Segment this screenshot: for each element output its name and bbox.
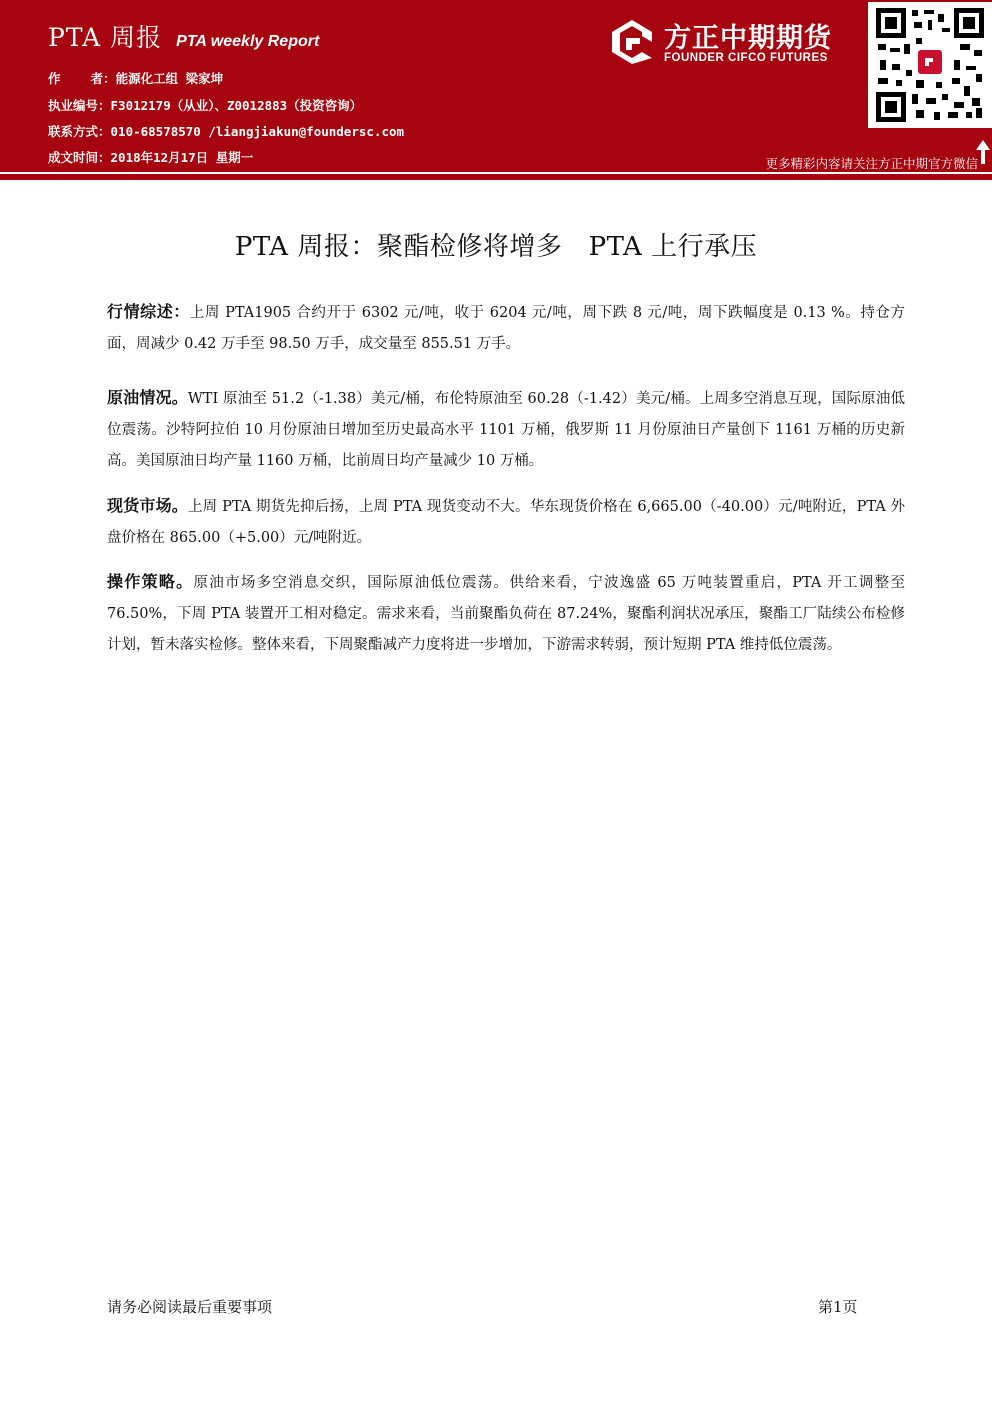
section-heading: 原油情况。: [107, 388, 188, 407]
author-line: [48, 69, 223, 87]
section-crude-oil: [107, 382, 905, 477]
author-value: 能源化工组 梁家坤: [115, 71, 224, 86]
section-strategy: [107, 566, 905, 661]
wechat-follow-note: 更多精彩内容请关注方正中期官方微信: [765, 156, 978, 171]
section-body: 上周 PTA1905 合约开于 6302 元/吨，收于 6204 元/吨，周下跌 8 元/吨，周下跌幅度是 0.13 %。持仓方面，周减少 0.42 万手至 98.50 万手，成交量至 855.51 万手。: [107, 305, 905, 352]
page-number: 第1页: [818, 1298, 858, 1316]
author-label: 作 者：: [48, 71, 116, 86]
report-title-main: PTA 周报: [48, 23, 163, 52]
date-value: 2018年12月17日 星期一: [110, 150, 254, 165]
license-label: 执业编号：: [48, 98, 111, 113]
section-market-review: [107, 296, 905, 360]
header-bottom-band: [0, 174, 992, 180]
report-title-sub: PTA weekly Report: [176, 33, 320, 50]
section-heading: 行情综述：: [107, 302, 190, 321]
qr-code: [868, 2, 992, 128]
section-body: 原油市场多空消息交织，国际原油低位震荡。供给来看，宁波逸盛 65 万吨装置重启，PTA 开工调整至 76.50%，下周 PTA 装置开工相对稳定。需求来看，当前聚酯负荷在 87.24%，聚酯利润状况承压，聚酯工厂陆续公布检修计划，暂未落实检修。整体来看，下周聚酯减产力度将进一步增加，下游需求转弱，预计短期 PTA 维持低位震荡。: [107, 575, 905, 653]
license-value: F3012179（从业）、Z0012883（投资咨询）: [110, 98, 363, 113]
document-title: PTA 周报：聚酯检修将增多 PTA 上行承压: [234, 232, 758, 262]
contact-line: [48, 122, 404, 140]
section-body: WTI 原油至 51.2（-1.38）美元/桶，布伦特原油至 60.28（-1.42）美元/桶。上周多空消息互现，国际原油低位震荡。沙特阿拉伯 10 月份原油日增加至历史最高水平 1101 万桶，俄罗斯 11 月份原油日产量创下 1161 万桶的历史新高。美国原油日均产量 1160 万桶，比前周日均产量减少 10 万桶。: [107, 391, 905, 469]
section-body: 上周 PTA 期货先抑后扬，上周 PTA 现货变动不大。华东现货价格在 6,665.00（-40.00）元/吨附近，PTA 外盘价格在 865.00（+5.00）元/吨附近。: [107, 499, 905, 546]
footer-notice: 请务必阅读最后重要事项: [107, 1298, 273, 1316]
report-title: [48, 18, 319, 54]
section-heading: 操作策略。: [107, 572, 194, 591]
logo-mark-icon: [610, 18, 654, 66]
date-label: 成文时间：: [48, 150, 111, 165]
section-spot-market: [107, 490, 905, 554]
license-line: [48, 96, 362, 114]
section-heading: 现货市场。: [107, 496, 188, 515]
company-logo: [610, 14, 860, 70]
date-line: [48, 148, 253, 166]
contact-label: 联系方式：: [48, 124, 111, 139]
qr-code-icon: [876, 8, 984, 122]
logo-english-name: FOUNDER CIFCO FUTURES: [664, 52, 828, 64]
logo-chinese-name: 方正中期期货: [664, 23, 832, 54]
contact-value: 010-68578570 /liangjiakun@foundersc.com: [110, 124, 405, 139]
